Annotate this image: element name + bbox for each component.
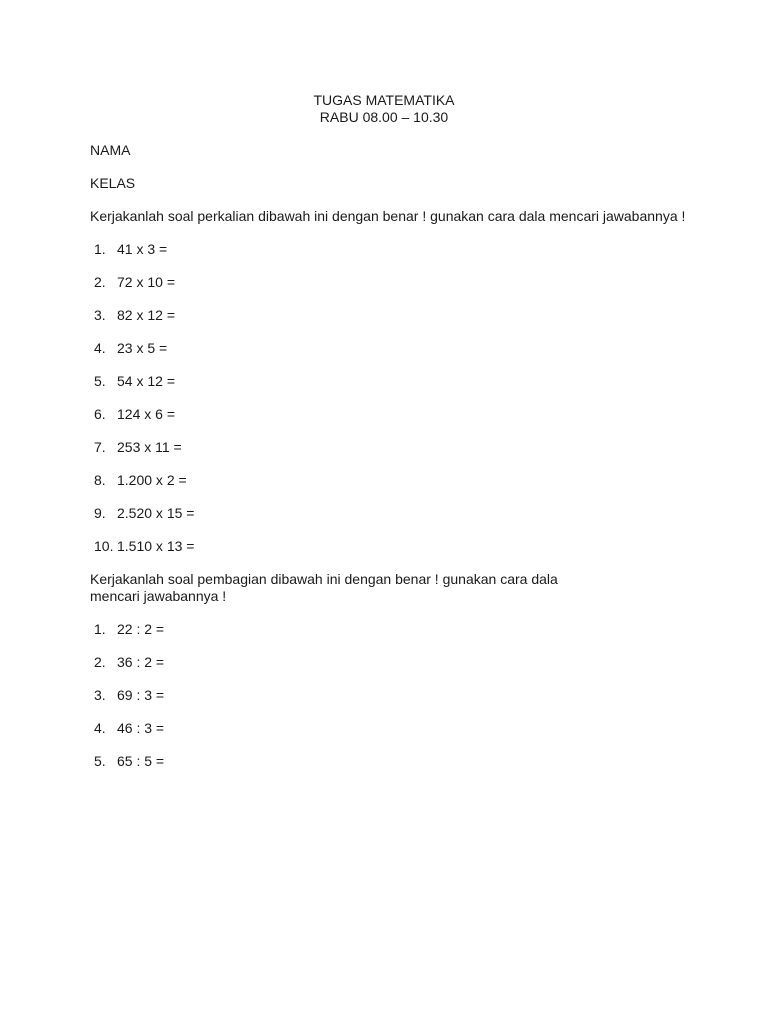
list-item: [90, 307, 690, 324]
item-number: 4.: [94, 340, 106, 356]
list-item: [90, 687, 690, 704]
item-expression: 1.510 x 13 =: [117, 538, 195, 554]
item-expression: 46 : 3 =: [117, 720, 165, 736]
list-item: [90, 274, 690, 291]
item-expression: 41 x 3 =: [117, 241, 168, 257]
list-item: [90, 472, 690, 489]
item-expression: 253 x 11 =: [117, 439, 182, 455]
title-line-subject: TUGAS MATEMATIKA: [313, 92, 455, 108]
list-item: [90, 538, 690, 555]
item-expression: 22 : 2 =: [117, 621, 165, 637]
item-number: 2.: [94, 654, 106, 670]
item-number: 9.: [94, 505, 106, 521]
item-number: 7.: [94, 439, 106, 455]
item-number: 10.: [94, 538, 114, 554]
field-nama: NAMA: [90, 142, 131, 158]
document-title: [90, 92, 678, 126]
list-item: [90, 373, 690, 390]
list-item: [90, 406, 690, 423]
item-expression: 124 x 6 =: [117, 406, 175, 422]
item-number: 2.: [94, 274, 106, 290]
item-number: 1.: [94, 241, 106, 257]
item-expression: 54 x 12 =: [117, 373, 175, 389]
division-list: [90, 621, 690, 770]
list-item: [90, 340, 690, 357]
item-number: 3.: [94, 307, 106, 323]
item-number: 4.: [94, 720, 106, 736]
item-expression: 1.200 x 2 =: [117, 472, 187, 488]
document-page: [90, 92, 690, 770]
item-expression: 65 : 5 =: [117, 753, 165, 769]
item-number: 8.: [94, 472, 106, 488]
item-expression: 82 x 12 =: [117, 307, 175, 323]
multiplication-list: [90, 241, 690, 555]
item-number: 6.: [94, 406, 106, 422]
item-number: 3.: [94, 687, 106, 703]
list-item: [90, 621, 690, 638]
item-expression: 2.520 x 15 =: [117, 505, 195, 521]
item-expression: 23 x 5 =: [117, 340, 168, 356]
title-line-schedule: RABU 08.00 – 10.30: [319, 109, 449, 125]
item-number: 5.: [94, 373, 106, 389]
item-number: 1.: [94, 621, 106, 637]
item-expression: 69 : 3 =: [117, 687, 165, 703]
item-expression: 36 : 2 =: [117, 654, 165, 670]
list-item: [90, 654, 690, 671]
field-kelas: KELAS: [90, 175, 136, 191]
list-item: [90, 753, 690, 770]
list-item: [90, 439, 690, 456]
multiplication-instruction: Kerjakanlah soal perkalian dibawah ini dengan benar ! gunakan cara dala mencari jawabannya !: [90, 208, 686, 224]
division-instruction: Kerjakanlah soal pembagian dibawah ini dengan benar ! gunakan cara dala mencari jawabannya !: [90, 571, 558, 604]
list-item: [90, 241, 690, 258]
list-item: [90, 505, 690, 522]
item-number: 5.: [94, 753, 106, 769]
item-expression: 72 x 10 =: [117, 274, 175, 290]
list-item: [90, 720, 690, 737]
